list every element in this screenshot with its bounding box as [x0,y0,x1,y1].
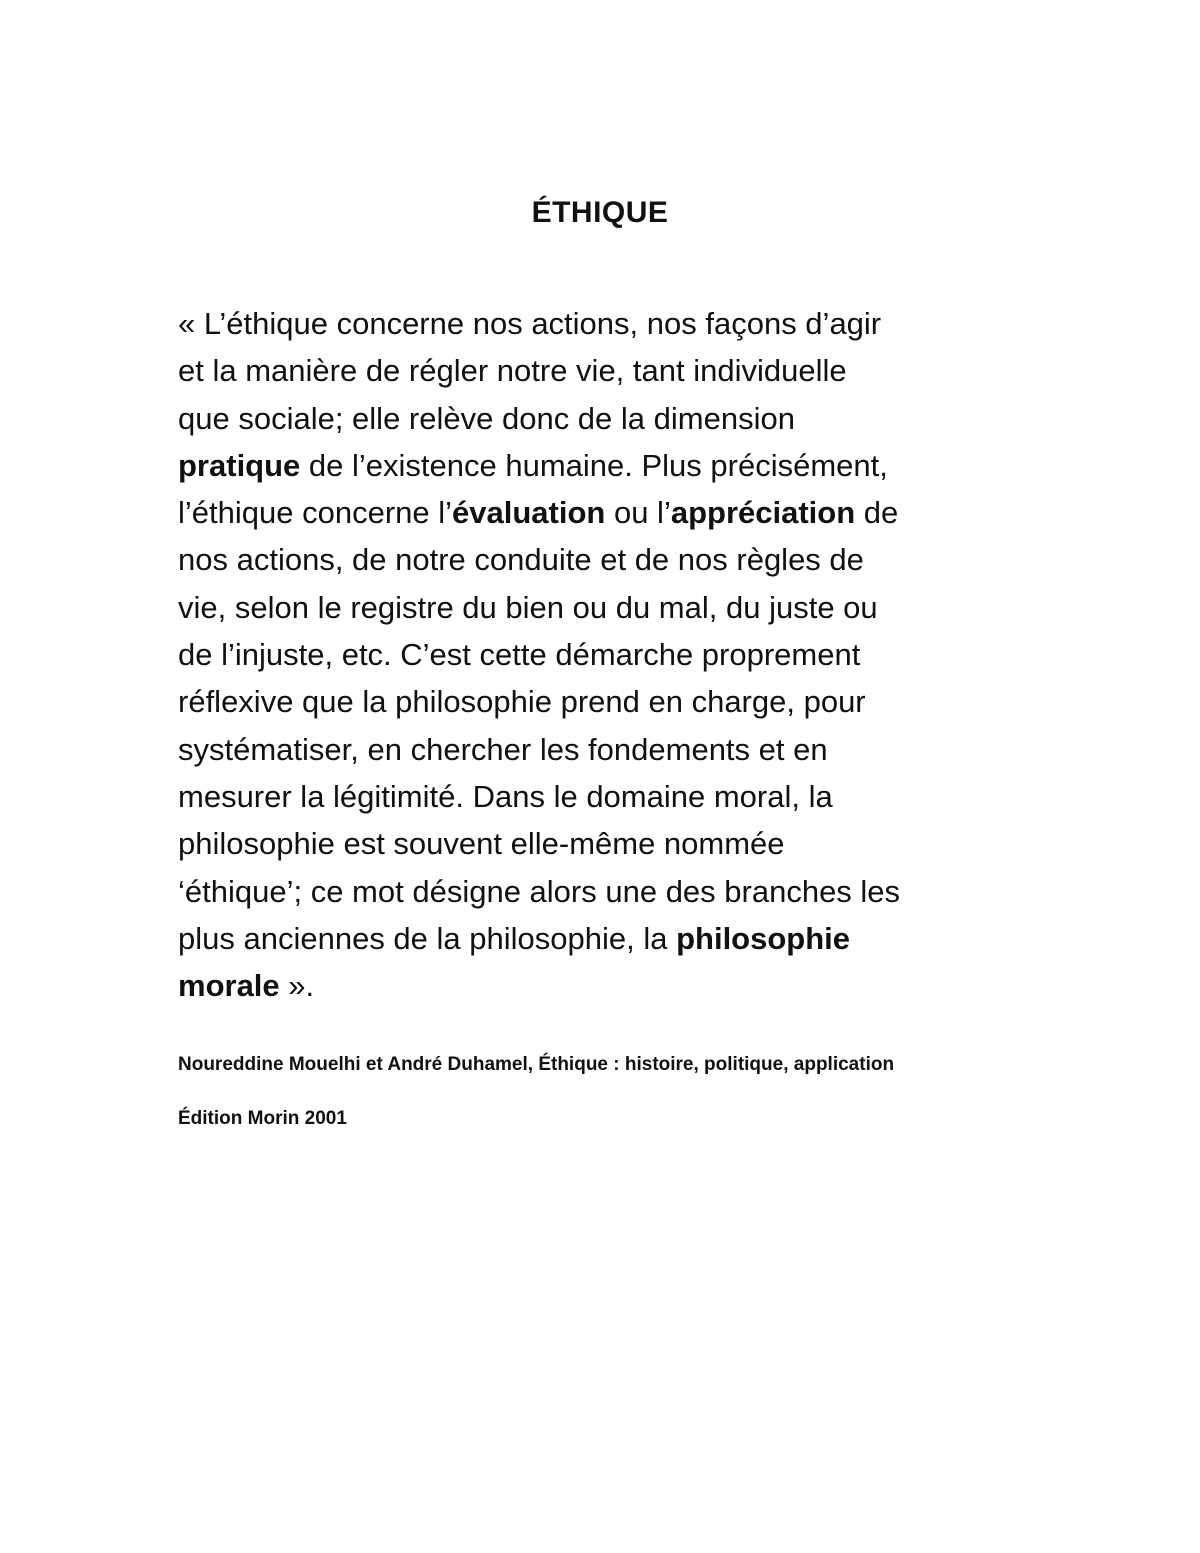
citation-author: Noureddine Mouelhi et André Duhamel, Éthique : histoire, politique, application [178,1054,895,1075]
bold-term: appréciation [670,495,856,531]
quote-line [178,300,1038,347]
quote-line [178,442,1038,489]
quote-line [178,820,1038,867]
quote-line [178,631,1038,678]
quote-line [178,726,1038,773]
quote-text: mesurer la légitimité. Dans le domaine moral, la [178,778,833,814]
page-title: ÉTHIQUE [531,196,669,229]
quote-text: et la manière de régler notre vie, tant individuelle [178,353,847,389]
quote-text: de [855,495,899,531]
bold-term: philosophie [676,920,851,956]
quote-text: de l’injuste, etc. C’est cette démarche proprement [178,637,861,673]
quote-line [178,347,1038,394]
quote-text: que sociale; elle relève donc de la dimension [178,400,795,436]
quote-text: l’éthique concerne l’ [178,495,453,531]
quote-text: vie, selon le registre du bien ou du mal, du juste ou [178,589,878,625]
quote-text: ou l’ [605,495,671,531]
quote-line [178,773,1038,820]
quote-line [178,489,1038,536]
quote-paragraph [178,300,1038,1009]
quote-line [178,962,1038,1009]
quote-text: réflexive que la philosophie prend en charge, pour [178,684,866,720]
quote-line [178,868,1038,915]
quote-text: systématiser, en chercher les fondements et en [178,731,828,767]
bold-term: morale [178,968,280,1004]
quote-text: philosophie est souvent elle-même nommée [178,826,785,862]
quote-text: nos actions, de notre conduite et de nos règles de [178,542,864,578]
quote-text: « L’éthique concerne nos actions, nos façons d’agir [178,306,882,341]
quote-line [178,678,1038,725]
bold-term: évaluation [452,495,606,531]
citation-edition: Édition Morin 2001 [178,1108,347,1129]
quote-line [178,584,1038,631]
quote-line [178,395,1038,442]
quote-text: ‘éthique’; ce mot désigne alors une des branches les [178,873,901,909]
quote-line [178,915,1038,962]
bold-term: pratique [178,447,301,483]
quote-text: ». [279,968,315,1004]
quote-text: plus anciennes de la philosophie, la [178,920,677,956]
quote-text: de l’existence humaine. Plus précisément, [300,447,888,483]
quote-line [178,536,1038,583]
